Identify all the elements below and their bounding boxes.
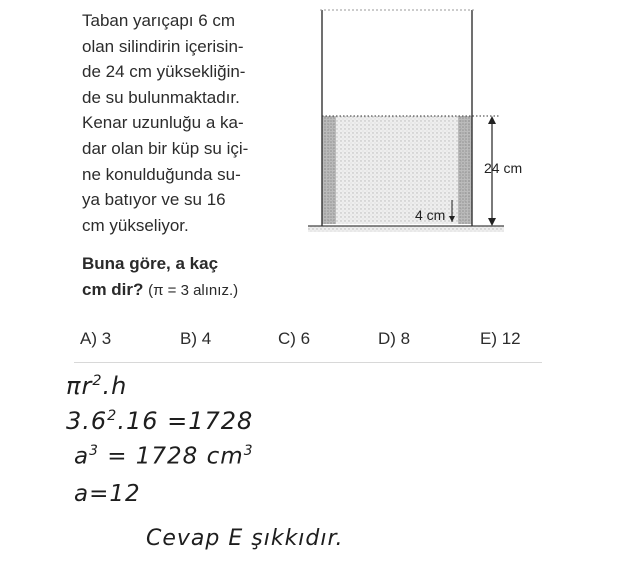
cube-a: a: [74, 443, 90, 470]
cube-label: 4 cm: [415, 207, 446, 223]
result-handwritten: a=12: [74, 481, 141, 507]
cylinder-diagram: [300, 0, 540, 245]
answer-handwritten: Cevap E şıkkıdır.: [146, 526, 344, 551]
formula-exponent: 2: [92, 373, 103, 389]
calc-part-b: .16 =1728: [117, 407, 254, 435]
problem-line: cm yükseliyor.: [82, 215, 189, 235]
height-label: 24 cm: [484, 160, 523, 176]
problem-line: de su bulunmaktadır.: [82, 87, 240, 107]
ground-shading: [308, 226, 504, 232]
choice-c[interactable]: C) 6: [278, 329, 311, 348]
calculation-handwritten: [66, 407, 253, 435]
cube-b: = 1728 cm: [107, 443, 244, 470]
calc-part-a: 3.6: [66, 407, 108, 435]
problem-line: Taban yarıçapı 6 cm: [82, 11, 236, 30]
cube-unit-exponent: 3: [243, 443, 254, 459]
water-shade-right: [458, 116, 472, 224]
problem-line: dar olan bir küp su içi-: [82, 138, 249, 158]
formula-base: πr: [66, 372, 93, 400]
problem-line: de 24 cm yüksekliğin-: [82, 62, 246, 82]
choice-e[interactable]: E) 12: [480, 329, 521, 348]
choice-d[interactable]: D) 8: [378, 329, 411, 348]
question-line-1: Buna göre, a kaç: [82, 254, 219, 273]
cube-volume-handwritten: [74, 443, 253, 470]
choice-b[interactable]: B) 4: [180, 329, 212, 348]
formula-handwritten: [66, 372, 127, 400]
question-line-2: [82, 277, 292, 304]
height-arrow-bottom: [488, 218, 496, 226]
water-body: [322, 116, 472, 224]
pi-note: (π = 3 alınız.): [148, 282, 239, 299]
section-divider: [74, 362, 542, 363]
height-arrow-top: [488, 116, 496, 124]
problem-line: Kenar uzunluğu a ka-: [82, 113, 244, 133]
question-text: [82, 251, 292, 304]
water-shade-left: [322, 116, 336, 224]
problem-line: olan silindirin içerisin-: [82, 36, 244, 56]
answer-choices: [80, 329, 540, 353]
calc-exponent: 2: [107, 408, 118, 424]
question-bold: cm dir?: [82, 280, 144, 299]
formula-tail: .h: [102, 372, 128, 400]
cube-exponent: 3: [89, 443, 99, 459]
cylinder-figure: [300, 0, 540, 245]
problem-text: [82, 8, 282, 238]
problem-line: ya batıyor ve su 16: [82, 190, 226, 210]
choice-a[interactable]: A) 3: [80, 329, 112, 348]
problem-line: ne konulduğunda su-: [82, 164, 241, 184]
